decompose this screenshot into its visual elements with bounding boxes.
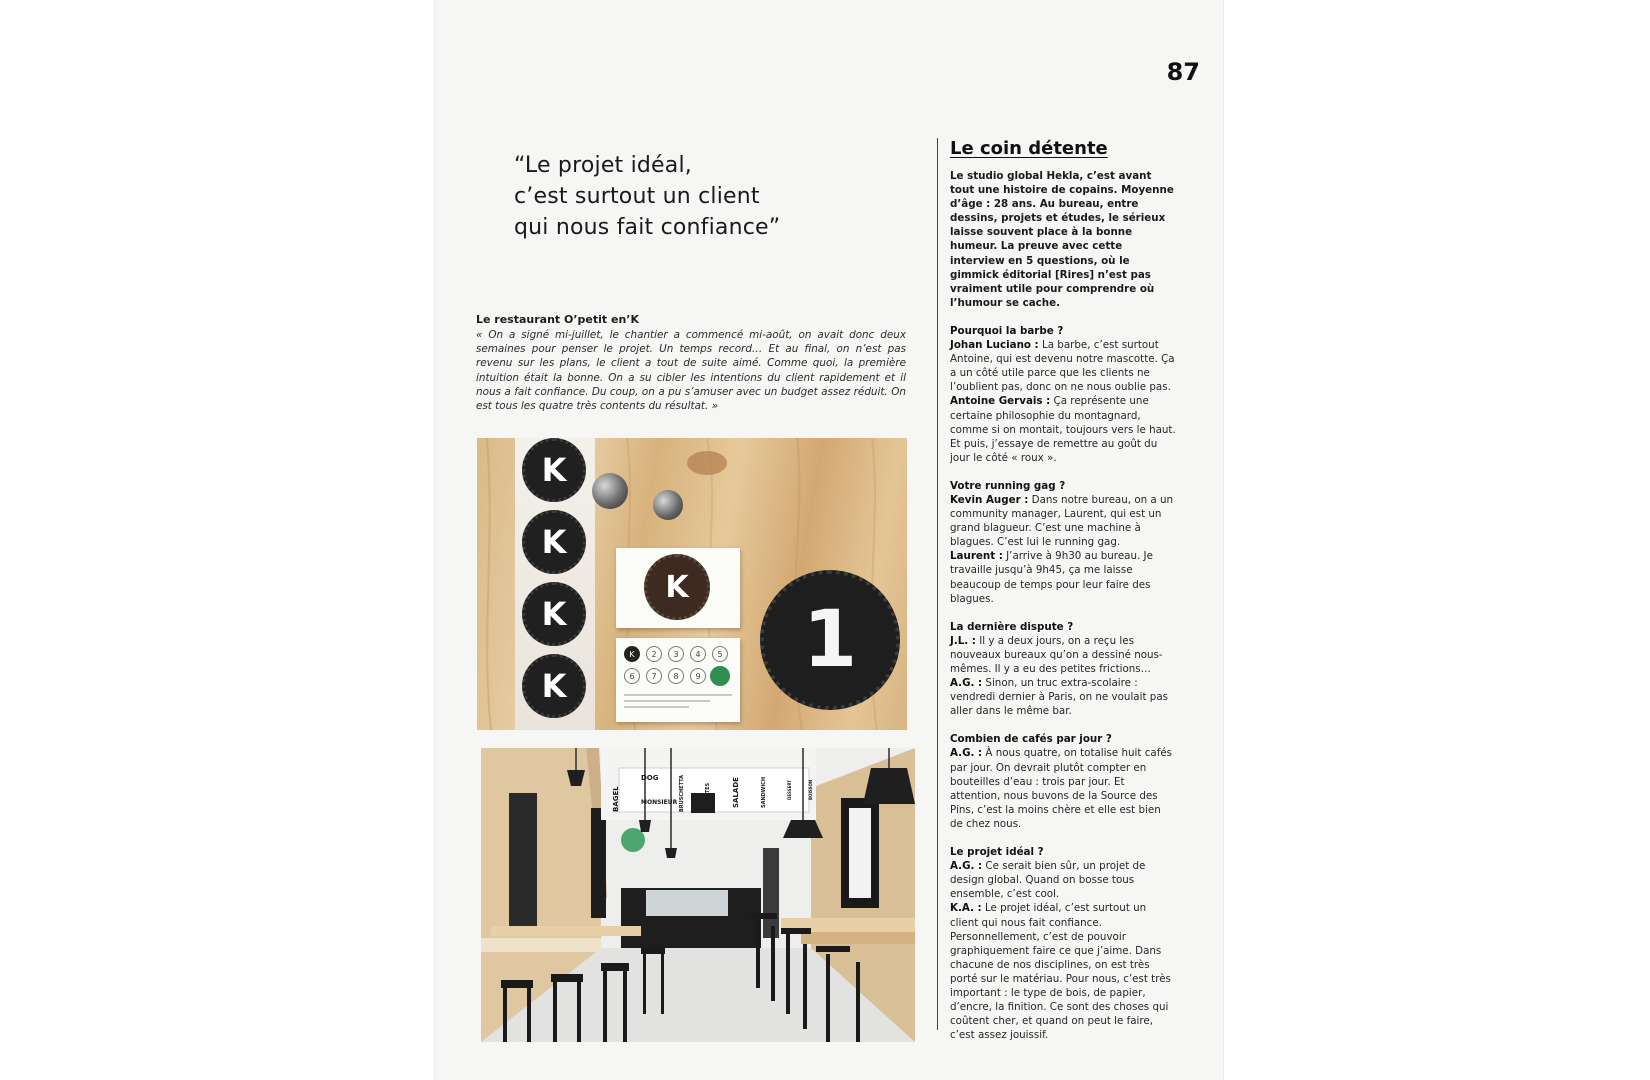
speaker: J.L. : xyxy=(950,634,976,647)
answer-text: J’arrive à 9h30 au bureau. Je travaille jusqu’à 9h45, ça me laisse beaucoup de temps pour leur faire des blagues. xyxy=(950,550,1153,605)
sidebar-rule xyxy=(937,138,938,1030)
restaurant-illustration xyxy=(481,748,915,1042)
answer xyxy=(950,746,1176,831)
speaker: Laurent : xyxy=(950,550,1003,563)
answer-text: Dans notre bureau, on a un community manager, Laurent, qui est un grand blagueur. C’est une machine à blagues. C’est lui le running gag. xyxy=(950,493,1174,549)
menu-word: SALADE xyxy=(732,777,740,808)
answer-text: Ce serait bien sûr, un projet de design global. Quand on bosse tous ensemble, c’est cool. xyxy=(950,860,1146,901)
sidebar-lead: Le studio global Hekla, c’est avant tout une histoire de copains. Moyenne d’âge : 28 ans. Au bureau, entre dessins, projets et études, le sérieux laisse souvent place à la bonne humeur. La preuve avec cette interview en 5 questions, où le gimmick éditorial [Rires] n’est pas vraiment utile pour comprendre où l’humour se cache. xyxy=(950,170,1174,309)
menu-word: PATES xyxy=(705,782,711,800)
answer-text: Ça représente une certaine philosophie du montagnard, comme si on montait, toujours vers le haut. Et puis, j’essaye de remettre au goût du jour le côté « roux ». xyxy=(950,395,1176,464)
answer xyxy=(950,901,1176,1042)
pull-quote-line: “Le projet idéal, xyxy=(514,153,692,178)
speaker: A.G. : xyxy=(950,860,983,873)
stamp-dot: 8 xyxy=(668,668,684,684)
menu-word: BAGEL xyxy=(612,786,620,812)
question: Le projet idéal ? xyxy=(950,846,1044,859)
answer-text: Sinon, un truc extra-scolaire : vendredi dernier à Paris, on ne voulait pas aller dans le même bar. xyxy=(950,677,1169,718)
answer xyxy=(950,493,1176,549)
qa-block xyxy=(950,732,1176,831)
photo-restaurant-interior xyxy=(481,748,915,1042)
logo-sticker: K xyxy=(522,438,586,502)
speaker: K.A. : xyxy=(950,902,982,915)
stamp-dot: K xyxy=(624,646,640,662)
speaker: Antoine Gervais : xyxy=(950,395,1051,408)
table-number-sign: 1 xyxy=(760,570,900,710)
stamp-dot: 5 xyxy=(712,646,728,662)
sidebar-title: Le coin détente xyxy=(950,138,1108,159)
question: La dernière dispute ? xyxy=(950,620,1074,633)
intro-title: Le restaurant O’petit en’K xyxy=(476,313,639,326)
stamp-dot: 9 xyxy=(690,668,706,684)
loyalty-card xyxy=(616,638,740,722)
qa-block xyxy=(950,620,1176,719)
pepper-shaker xyxy=(653,490,683,520)
pull-quote-line: qui nous fait confiance” xyxy=(514,215,781,240)
stamp-dot: 2 xyxy=(646,646,662,662)
answer-text: Il y a deux jours, on a reçu les nouveaux bureaux qu’on a dessiné nous-mêmes. Il y a eu des petites frictions… xyxy=(950,634,1163,675)
menu-word: DOG xyxy=(641,774,659,782)
menu-word: MONSIEUR xyxy=(641,799,678,806)
photo-stationery xyxy=(477,438,907,730)
sidebar xyxy=(950,138,1176,1056)
answer-text: La barbe, c’est surtout Antoine, qui est devenu notre mascotte. Ça a un côté utile parce que les clients ne l’oublient pas, donc on ne nous oublie pas. xyxy=(950,339,1175,394)
logo-sticker: K xyxy=(522,582,586,646)
qa-block xyxy=(950,845,1176,1042)
logo-sticker: K xyxy=(522,654,586,718)
stamp-dot: 3 xyxy=(668,646,684,662)
stamp-dot: 4 xyxy=(690,646,706,662)
stamp-dot: 6 xyxy=(624,668,640,684)
speaker: Kevin Auger : xyxy=(950,493,1029,506)
answer xyxy=(950,394,1176,464)
logo-sticker: K xyxy=(522,510,586,574)
answer xyxy=(950,634,1176,676)
speaker: A.G. : xyxy=(950,747,983,760)
question: Pourquoi la barbe ? xyxy=(950,324,1064,337)
business-card xyxy=(616,548,740,628)
answer xyxy=(950,859,1176,901)
menu-word: BRUSCHETTA xyxy=(679,774,685,812)
card-text-lines xyxy=(624,694,732,712)
menu-word: DESSERT xyxy=(787,780,792,800)
menu-word: SANDWICH xyxy=(761,776,767,808)
intro-body: « On a signé mi-juillet, le chantier a commencé mi-août, on avait donc deux semaines pour penser le projet. Un temps record… Et au final, on n’est pas revenu sur les plans, le client a tout de suite aimé. Comme quoi, la première intuition était la bonne. On a su cibler les intentions du client rapidement et il nous a fait confiance. Du coup, on a pu s’amuser avec un budget assez réduit. On est tous les quatre très contents du résultat. » xyxy=(476,329,906,413)
answer-text: Le projet idéal, c’est surtout un client qui nous fait confiance. Personnellement, c’est de pouvoir graphiquement faire ce que j’aime. Dans chacune de nos disciplines, on est très porté sur le matériau. Pour nous, c’est très important : le type de bois, de papier, d’encre, la finition. Ce sont des choses qui coûtent cher, et quand on peut le faire, c’est assez jouissif. xyxy=(950,902,1171,1042)
qa-block xyxy=(950,324,1176,465)
reward-dot xyxy=(710,666,730,686)
qa-block xyxy=(950,479,1176,606)
card-logo: K xyxy=(644,554,710,620)
answer xyxy=(950,676,1176,718)
question: Combien de cafés par jour ? xyxy=(950,733,1112,746)
answer-text: À nous quatre, on totalise huit cafés par jour. On devrait plutôt compter en bouteilles d’eau : trois par jour. Et attention, nous buvons de la Source des Pins, c’est la moins chère et elle est bien de chez nous. xyxy=(950,747,1173,830)
page-number: 87 xyxy=(1166,58,1200,86)
pull-quote-line: c’est surtout un client xyxy=(514,184,760,209)
answer xyxy=(950,549,1176,605)
menu-word: BOISSON xyxy=(808,779,813,800)
speaker: A.G. : xyxy=(950,677,983,690)
question: Votre running gag ? xyxy=(950,479,1066,492)
answer xyxy=(950,338,1176,394)
speaker: Johan Luciano : xyxy=(950,339,1039,352)
stamp-dot: 7 xyxy=(646,668,662,684)
intro-block xyxy=(476,313,906,413)
pull-quote xyxy=(514,150,844,243)
salt-shaker xyxy=(592,473,628,509)
